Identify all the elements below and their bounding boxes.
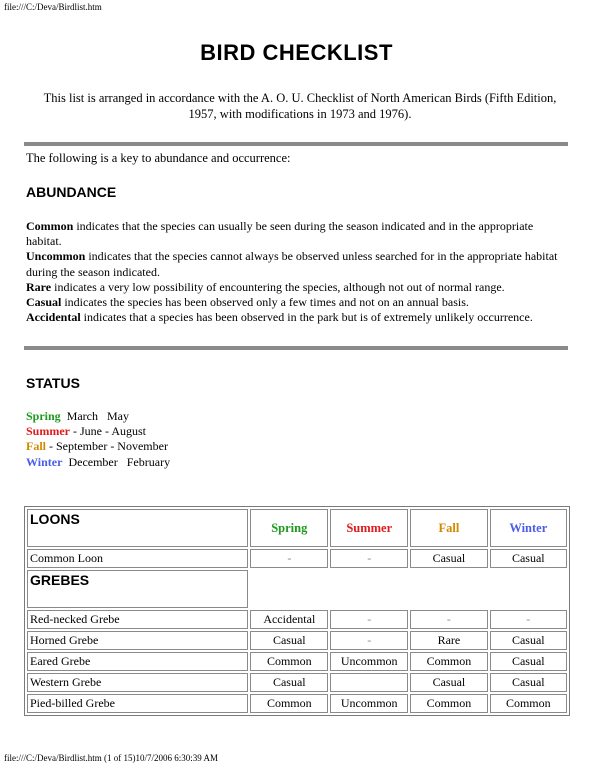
abundance-term: Uncommon [26,249,86,264]
page-title: BIRD CHECKLIST [200,40,393,65]
season-name: Summer [26,424,70,439]
abundance-item [26,219,571,249]
abundance-item [26,249,571,279]
horizontal-rule [24,142,568,146]
abundance-term: Rare [26,279,52,294]
cell-summer: - [330,631,408,650]
cell-spring: Accidental [250,610,328,629]
cell-winter: Common [490,694,567,713]
cell-summer: - [330,610,408,629]
cell-summer: Uncommon [330,694,408,713]
column-header-fall: Fall [410,509,487,547]
cell-fall: Casual [410,549,487,568]
status-item-summer [26,424,170,439]
abundance-description: indicates that the species can usually be seen during the season indicated and in the appropriate habitat. [26,219,534,249]
table-header-row [27,509,567,547]
bird-checklist-table [24,506,570,716]
season-name: Spring [26,409,61,423]
species-name: Eared Grebe [27,652,248,671]
status-item-fall [26,439,170,454]
species-name: Pied-billed Grebe [27,694,248,713]
abundance-description: indicates that the species cannot always be observed unless searched for in the appropriate habitat during the season indicated. [26,249,558,279]
status-item-spring [26,409,170,424]
cell-fall: Common [410,652,487,671]
status-list [26,409,170,470]
group-row [27,570,567,608]
abundance-description: indicates the species has been observed only a few times and not on an annual basis. [61,295,469,310]
intro-text: This list is arranged in accordance with the A. O. U. Checklist of North American Birds (Fifth Edition, 1957, with modifications in 1973 and 1976). [43,91,557,121]
cell-fall: Casual [410,673,487,692]
group-heading-grebes: GREBES [27,570,248,608]
cell-winter: - [490,610,567,629]
abundance-heading: ABUNDANCE [26,184,117,200]
status-item-winter [26,455,170,470]
season-range: March May [60,409,130,423]
cell-spring: Common [250,694,328,713]
cell-fall: Rare [410,631,487,650]
browser-footer-path: file:///C:/Deva/Birdlist.htm (1 of 15)10/7/2006 6:30:39 AM [4,753,218,763]
horizontal-rule [24,346,568,350]
species-name: Red-necked Grebe [27,610,248,629]
cell-summer: - [330,549,408,568]
season-range: - June - August [70,424,146,439]
abundance-term: Casual [26,295,62,310]
abundance-description: indicates that a species has been observed in the park but is of extremely unlikely occurrence. [80,310,533,325]
cell-spring: Common [250,652,328,671]
cell-winter: Casual [490,549,567,568]
abundance-term: Common [26,219,74,233]
season-name: Winter [26,454,63,469]
abundance-item [26,280,571,295]
abundance-description: indicates a very low possibility of encountering the species, although not out of normal range. [51,279,505,294]
cell-winter: Casual [490,631,567,650]
group-spacer [250,570,567,608]
table-row [27,694,567,713]
cell-fall: - [410,610,487,629]
season-range: December February [62,454,171,469]
cell-fall: Common [410,694,487,713]
status-heading: STATUS [26,375,80,391]
table-row [27,549,567,568]
abundance-term: Accidental [26,310,81,325]
column-header-summer: Summer [330,509,408,547]
cell-winter: Casual [490,652,567,671]
table-row [27,673,567,692]
cell-summer: Uncommon [330,652,408,671]
cell-spring: Casual [250,673,328,692]
browser-header-path: file:///C:/Deva/Birdlist.htm [4,2,102,12]
species-name: Western Grebe [27,673,248,692]
cell-winter: Casual [490,673,567,692]
table-row [27,652,567,671]
species-name: Horned Grebe [27,631,248,650]
abundance-definitions [26,219,571,325]
table-row [27,610,567,629]
abundance-item [26,295,571,310]
abundance-item [26,310,571,325]
cell-spring: - [250,549,328,568]
cell-spring: Casual [250,631,328,650]
key-intro-text: The following is a key to abundance and occurrence: [26,151,291,165]
column-header-spring: Spring [250,509,328,547]
season-range: - September - November [46,439,168,454]
season-name: Fall [26,439,46,454]
column-header-winter: Winter [490,509,567,547]
cell-summer [330,673,408,692]
group-heading-loons: LOONS [27,509,248,547]
species-name: Common Loon [27,549,248,568]
table-row [27,631,567,650]
